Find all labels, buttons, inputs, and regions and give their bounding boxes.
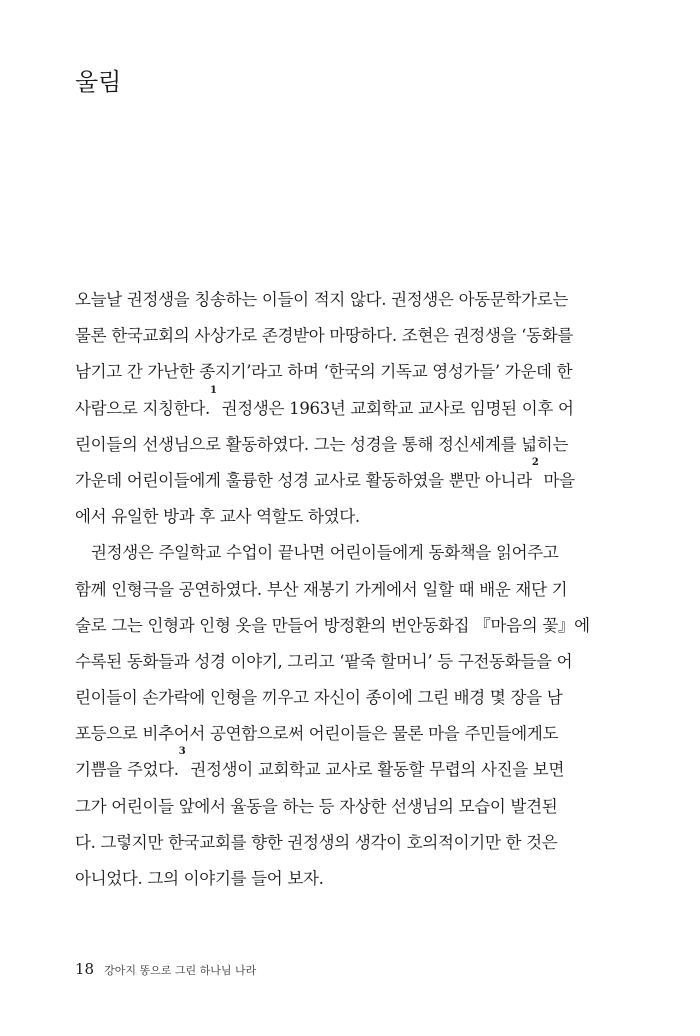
footnote-marker[interactable]: 3 (178, 746, 186, 758)
text-line (75, 825, 615, 861)
page-footer (75, 960, 256, 978)
line-text: 아니었다. 그의 이야기를 들어 보자. (75, 869, 324, 888)
text-line (75, 572, 615, 608)
running-title: 강아지 똥으로 그린 하나님 나라 (104, 964, 257, 977)
line-text: 그가 어린이들 앞에서 율동을 하는 등 자상한 선생님의 모습이 발견된 (75, 796, 558, 816)
line-text: 사람으로 지칭한다. (75, 398, 211, 418)
footnote-marker[interactable]: 1 (210, 384, 217, 396)
text-line (75, 680, 615, 716)
line-text: 마을 (538, 470, 575, 490)
text-line (75, 861, 615, 897)
line-text: 남기고 간 가난한 종지기’라고 하며 ‘한국의 기독교 영성가들’ 가운데 한 (75, 362, 573, 382)
line-text: 린이들이 손가락에 인형을 끼우고 자신이 종이에 그린 배경 몇 장을 남 (75, 688, 563, 708)
text-line (75, 535, 615, 571)
chapter-heading: 울림 (75, 68, 122, 96)
line-text: 포등으로 비추어서 공연함으로써 어린이들은 물론 마을 주민들에게도 (75, 724, 559, 744)
line-text: 에서 유일한 방과 후 교사 역할도 하였다. (75, 507, 360, 527)
text-line (75, 746, 615, 788)
line-text: 권정생이 교회학교 교사로 활동할 무렵의 사진을 보면 (185, 760, 565, 780)
line-text: 권정생은 주일학교 수업이 끝나면 어린이들에게 동화책을 읽어주고 (91, 543, 559, 563)
line-text: 권정생은 1963년 교회학교 교사로 임명된 이후 어 (216, 398, 574, 418)
text-line (75, 384, 615, 427)
text-line (75, 282, 615, 318)
line-text: 린이들의 선생님으로 활동하였다. 그는 성경을 통해 정신세계를 넓히는 (75, 434, 569, 454)
text-line (75, 354, 615, 390)
text-line (75, 456, 615, 499)
line-text: 가운데 어린이들에게 훌륭한 성경 교사로 활동하였을 뿐만 아니라 (75, 470, 532, 490)
line-text: 함께 인형극을 공연하였다. 부산 재봉기 가게에서 일할 때 배운 재단 기 (75, 579, 568, 599)
text-line (75, 789, 615, 825)
line-text: 기쁨을 주었다. (75, 760, 179, 780)
body-text (75, 282, 615, 897)
page-number: 18 (75, 960, 95, 978)
text-line (75, 499, 615, 535)
line-text: 물론 한국교회의 사상가로 존경받아 마땅하다. 조현은 권정생을 ‘동화를 (75, 326, 574, 346)
line-text: 다. 그렇지만 한국교회를 향한 권정생의 생각이 호의적이기만 한 것은 (75, 832, 558, 852)
line-text: 오늘날 권정생을 칭송하는 이들이 적지 않다. 권정생은 아동문학가로는 (75, 290, 569, 309)
text-line (75, 644, 615, 680)
text-line (75, 716, 615, 752)
line-text: 수록된 동화들과 성경 이야기, 그리고 ‘팥죽 할머니’ 등 구전동화들을 어 (75, 651, 573, 671)
footnote-marker[interactable]: 2 (531, 456, 539, 468)
line-text: 술로 그는 인형과 인형 옷을 만들어 방정환의 번안동화집 『마음의 꽃』에 (75, 615, 590, 635)
text-line (75, 608, 615, 644)
text-line (75, 318, 615, 354)
